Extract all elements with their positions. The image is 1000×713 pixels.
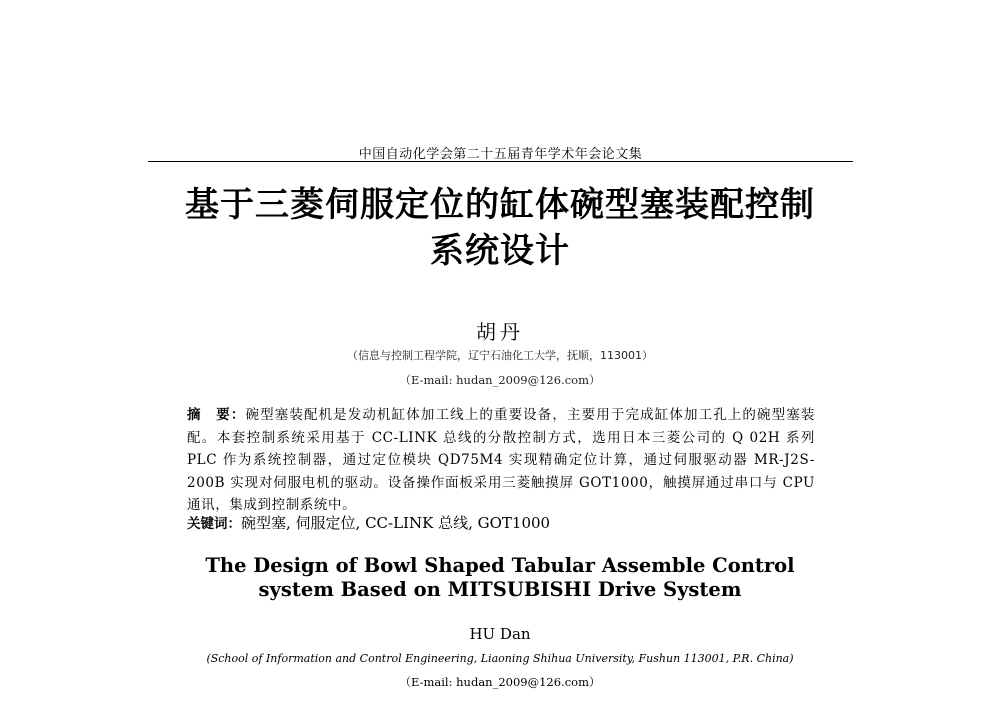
keywords-text: 碗型塞, 伺服定位, CC-LINK 总线, GOT1000 bbox=[241, 514, 551, 532]
abstract-label: 摘 要 bbox=[187, 407, 231, 423]
header-rule bbox=[148, 161, 853, 162]
english-title-line-2: system Based on MITSUBISHI Drive System bbox=[258, 578, 742, 601]
english-email: （E-mail: hudan_2009@126.com） bbox=[399, 675, 601, 689]
chinese-title-line-1: 基于三菱伺服定位的缸体碗型塞装配控制 bbox=[185, 185, 815, 225]
chinese-title-line-2: 系统设计 bbox=[430, 231, 570, 271]
chinese-email: （E-mail: hudan_2009@126.com） bbox=[399, 373, 601, 387]
chinese-author-name: 胡丹 bbox=[476, 320, 524, 344]
english-title-line-1: The Design of Bowl Shaped Tabular Assemble Control bbox=[205, 554, 795, 577]
chinese-title bbox=[100, 182, 900, 274]
keywords-label: 关键词 bbox=[187, 516, 228, 532]
abstract-text: 碗型塞装配机是发动机缸体加工线上的重要设备，主要用于完成缸体加工孔上的碗型塞装配。本套控制系统采用基于 CC-LINK 总线的分散控制方式，选用日本三菱公司的 Q 02H 系列 PLC 作为系统控制器，通过定位模块 QD75M4 实现精确定位计算，通过伺服驱动器 MR-J2S-200B 实现对伺服电机的驱动。设备操作面板采用三菱触摸屏 GOT1000，触摸屏通过串口与 CPU 通讯，集成到控制系统中。 bbox=[187, 407, 815, 513]
english-title bbox=[150, 554, 850, 602]
running-header: 中国自动化学会第二十五届青年学术年会论文集 bbox=[358, 147, 643, 162]
chinese-abstract bbox=[187, 404, 815, 517]
chinese-affiliation: （信息与控制工程学院，辽宁石油化工大学，抚顺，113001） bbox=[347, 349, 653, 362]
english-author-name: HU Dan bbox=[469, 625, 531, 643]
keywords-label-colon: ： bbox=[227, 516, 241, 532]
abstract-label-colon: ： bbox=[230, 407, 246, 423]
chinese-keywords bbox=[187, 512, 815, 535]
english-affiliation: (School of Information and Control Engineering, Liaoning Shihua University, Fushun 113001, P.R. China) bbox=[206, 652, 794, 665]
